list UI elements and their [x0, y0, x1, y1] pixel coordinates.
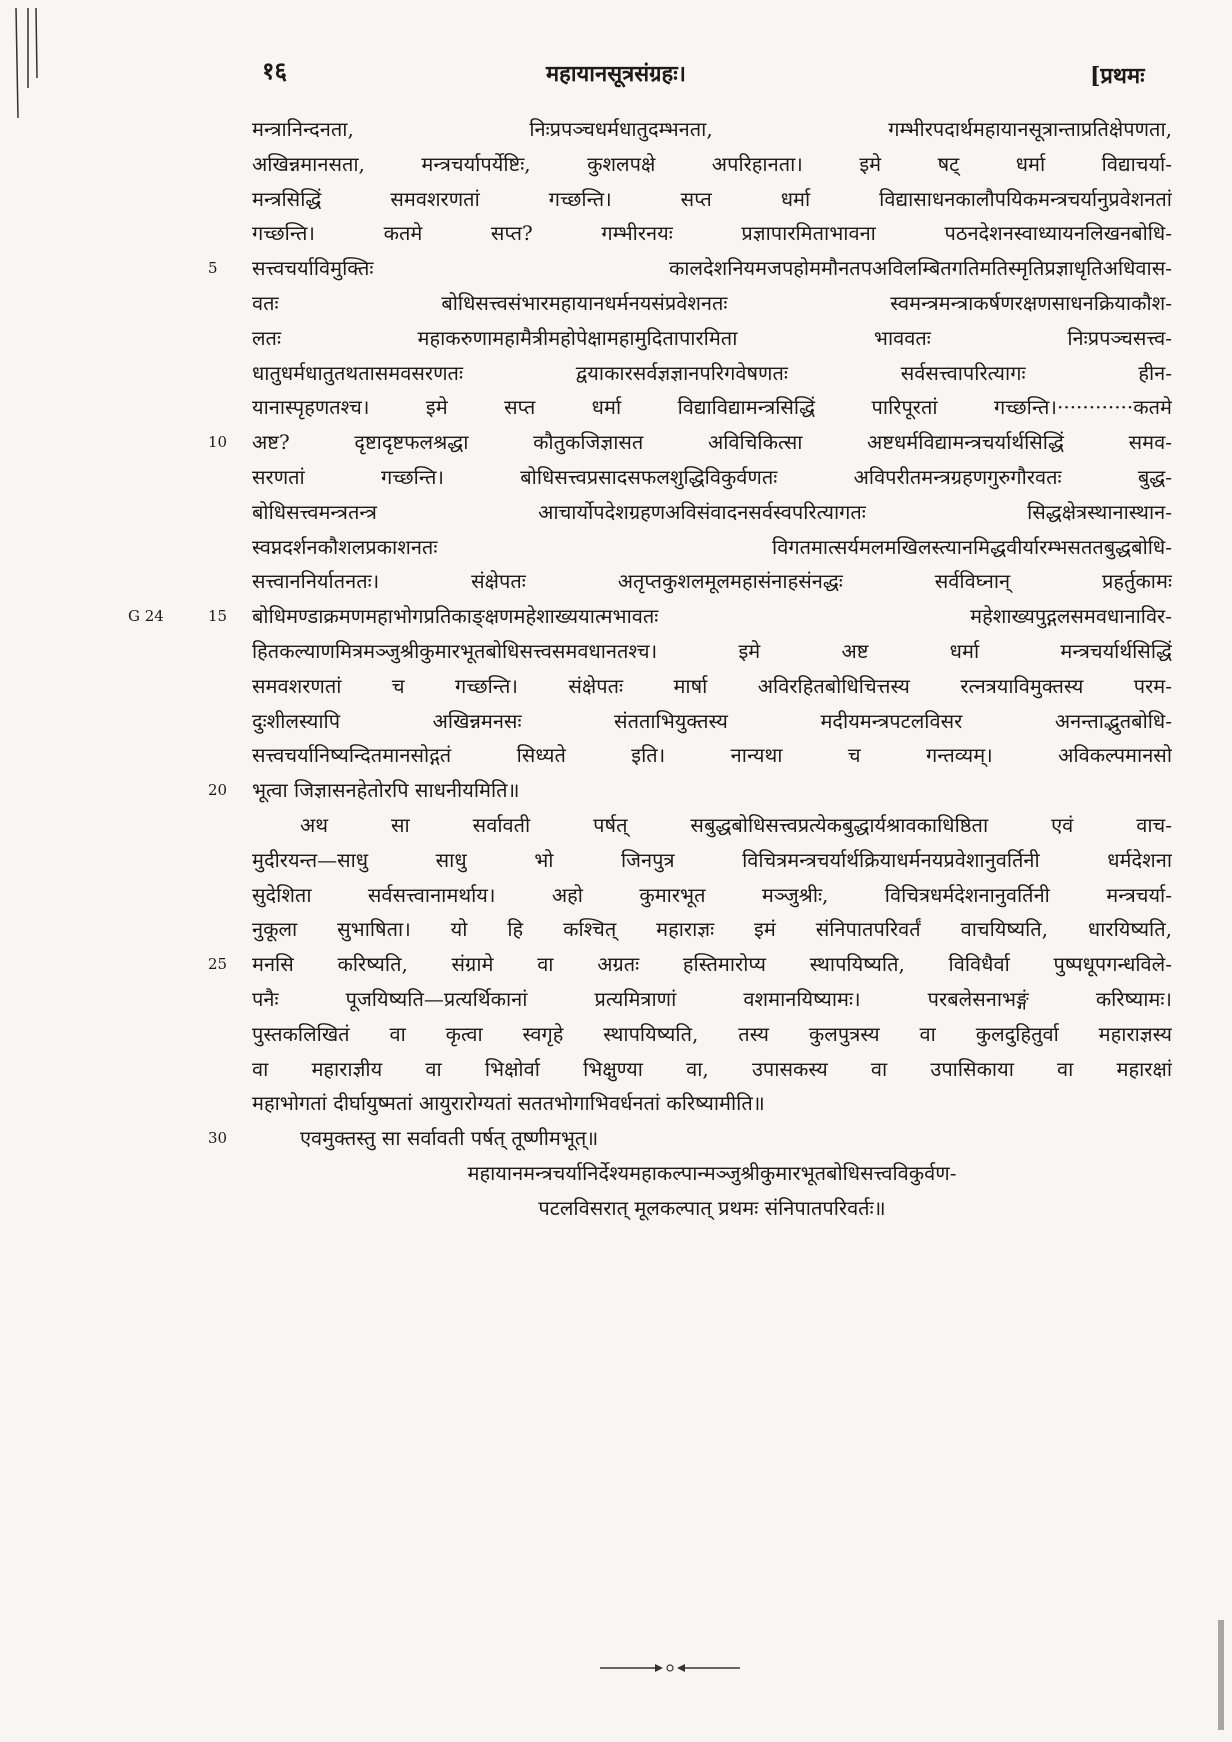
- text-line: मन्त्रसिद्धिं समवशरणतां गच्छन्ति। सप्त धर्मा विद्यासाधनकालौपयिकमन्त्रचर्यानुप्रवेशनतां: [252, 186, 1172, 211]
- numbered-line: [208, 1121, 1172, 1156]
- text-line: मुदीरयन्त—साधु साधु भो जिनपुत्र विचित्रमन्त्रचर्यार्थक्रियाधर्मनयप्रवेशानुवर्तिनी धर्मदेशना: [252, 847, 1172, 872]
- text-line: दुःशीलस्यापि अखिन्नमनसः संतताभियुक्तस्य मदीयमन्त्रपटलविसर अनन्ताद्भुतबोधि-: [252, 708, 1172, 733]
- line-number: 5: [208, 259, 218, 278]
- numbered-line: [128, 599, 1172, 634]
- numbered-line: [208, 425, 1172, 460]
- text-line: एवमुक्तस्तु सा सर्वावती पर्षत् तूष्णीमभूत्॥: [300, 1126, 599, 1151]
- page-header: [0, 50, 1232, 100]
- text-line: अखिन्नमानसता, मन्त्रचर्यापर्येष्टिः, कुशलपक्षे अपरिहानता। इमे षट् धर्मा विद्याचर्या-: [252, 151, 1172, 176]
- text-line: वतः बोधिसत्त्वसंभारमहायानधर्मनयसंप्रवेशनतः स्वमन्त्रमन्त्राकर्षणरक्षणसाधनक्रियाकौश-: [252, 290, 1172, 315]
- text-line: सुदेशिता सर्वसत्त्वानामर्थाय। अहो कुमारभूत मञ्जुश्रीः, विचित्रधर्मदेशनानुवर्तिनी मन्त्रचर्या-: [252, 882, 1172, 907]
- margin-reference: G 24: [128, 607, 164, 626]
- numbered-line: [208, 251, 1172, 286]
- text-line: समवशरणतां च गच्छन्ति। संक्षेपतः मार्षा अविरहितबोधिचित्तस्य रत्नत्रयाविमुक्तस्य परम-: [252, 673, 1172, 698]
- text-line: अथ सा सर्वावती पर्षत् सबुद्धबोधिसत्त्वप्रत्येकबुद्धार्यश्रावकाधिष्ठिता एवं वाच-: [300, 812, 1172, 837]
- running-title: महायानसूत्रसंग्रहः।: [546, 61, 686, 87]
- text-line: गच्छन्ति। कतमे सप्त? गम्भीरनयः प्रज्ञापारमिताभावना पठनदेशनस्वाध्यायनलिखनबोधि-: [252, 221, 1172, 246]
- line-number: 30: [208, 1129, 228, 1148]
- colophon-line: महायानमन्त्रचर्यानिर्देश्यमहाकल्पान्मञ्जुश्रीकुमारभूतबोधिसत्त्वविकुर्वण-: [467, 1160, 957, 1185]
- line-number: 10: [208, 433, 228, 452]
- line-number: 20: [208, 781, 228, 800]
- text-line: लतः महाकरुणामहामैत्रीमहोपेक्षामहामुदितापारमिता भाववतः निःप्रपञ्चसत्त्व-: [252, 325, 1172, 350]
- text-line: स्वप्नदर्शनकौशलप्रकाशनतः विगतमात्सर्यमलमखिलस्त्यानमिद्धवीर्यारम्भसततबुद्धबोधि-: [252, 534, 1172, 559]
- text-line: मनसि करिष्यति, संग्रामे वा अग्रतः हस्तिमारोप्य स्थापयिष्यति, विविधैर्वा पुष्पधूपगन्धविले-: [252, 952, 1172, 977]
- scan-edge-shadow: [1212, 1620, 1228, 1730]
- body-text: [128, 112, 1172, 1226]
- numbered-line: [208, 773, 1172, 808]
- text-line: मन्त्रानिन्दनता, निःप्रपञ्चधर्मधातुदम्भनता, गम्भीरपदार्थमहायानसूत्रान्ताप्रतिक्षेपणता,: [252, 117, 1172, 141]
- page-number: १६: [262, 56, 287, 85]
- numbered-line: [208, 947, 1172, 982]
- text-line: हितकल्याणमित्रमञ्जुश्रीकुमारभूतबोधिसत्त्वसमवधानतश्च। इमे अष्ट धर्मा मन्त्रचर्यार्थसिद्धिं: [252, 638, 1172, 663]
- text-line: पनैः पूजयिष्यति—प्रत्यर्थिकानां प्रत्यमित्राणां वशमानयिष्यामः। परबलेसनाभङ्गं करिष्यामः।: [252, 986, 1172, 1011]
- line-number: 25: [208, 955, 228, 974]
- text-line: महाभोगतां दीर्घायुष्मतां आयुरारोग्यतां सततभोगाभिवर्धनतां करिष्यामीति॥: [252, 1091, 765, 1116]
- line-number: 15: [208, 607, 228, 626]
- text-line: भूत्वा जिज्ञासनहेतोरपि साधनीयमिति॥: [252, 778, 520, 803]
- text-line: सरणतां गच्छन्ति। बोधिसत्त्वप्रसादसफलशुद्धिविकुर्वणतः अविपरीतमन्त्रग्रहणगुरुगौरवतः बुद्ध-: [252, 464, 1172, 489]
- text-line: सत्त्वचर्यानिष्यन्दितमानसोद्गतं सिध्यते इति। नान्यथा च गन्तव्यम्। अविकल्पमानसो: [252, 743, 1172, 768]
- section-end-ornament: [600, 1662, 740, 1674]
- text-line: सत्त्वचर्याविमुक्तिः कालदेशनियमजपहोममौनतपअविलम्बितगतिमतिस्मृतिप्रज्ञाधृतिअधिवास-: [252, 256, 1172, 281]
- text-line: सत्त्वाननिर्यातनतः। संक्षेपतः अतृप्तकुशलमूलमहासंनाहसंनद्धः सर्वविघ्नान् प्रहर्तुकामः: [252, 569, 1172, 594]
- colophon-line: पटलविसरात् मूलकल्पात् प्रथमः संनिपातपरिवर्तः॥: [538, 1195, 886, 1220]
- section-label: [प्रथमः: [1090, 63, 1145, 89]
- text-line: अष्ट? दृष्टादृष्टफलश्रद्धा कौतुकजिज्ञासत अविचिकित्सा अष्टधर्मविद्यामन्त्रचर्यार्थसिद्धिं समव-: [252, 430, 1172, 455]
- text-line: बोधिसत्त्वमन्त्रतन्त्र आचार्योपदेशग्रहणअविसंवादनसर्वस्वपरित्यागतः सिद्धक्षेत्रस्थानास्थान-: [252, 499, 1172, 524]
- text-line: यानास्पृहणतश्च। इमे सप्त धर्मा विद्याविद्यामन्त्रसिद्धिं पारिपूरतां गच्छन्ति।············कतमे: [252, 395, 1172, 420]
- text-line: वा महाराज्ञीय वा भिक्षोर्वा भिक्षुण्या वा, उपासकस्य वा उपासिकाया वा महारक्षां: [252, 1056, 1172, 1081]
- text-line: बोधिमण्डाक्रमणमहाभोगप्रतिकाङ्क्षणमहेशाख्ययात्मभावतः महेशाख्यपुद्गलसमवधानाविर-: [252, 604, 1172, 629]
- text-line: धातुधर्मधातुतथतासमवसरणतः द्वयाकारसर्वज्ञज्ञानपरिगवेषणतः सर्वसत्त्वापरित्यागः हीन-: [252, 360, 1172, 385]
- text-line: नुकूला सुभाषिता। यो हि कश्चित् महाराज्ञः इमं संनिपातपरिवर्तं वाचयिष्यति, धारयिष्यति,: [252, 917, 1172, 942]
- text-line: पुस्तकलिखितं वा कृत्वा स्वगृहे स्थापयिष्यति, तस्य कुलपुत्रस्य वा कुलदुहितुर्वा महाराज्ञस्य: [252, 1021, 1172, 1046]
